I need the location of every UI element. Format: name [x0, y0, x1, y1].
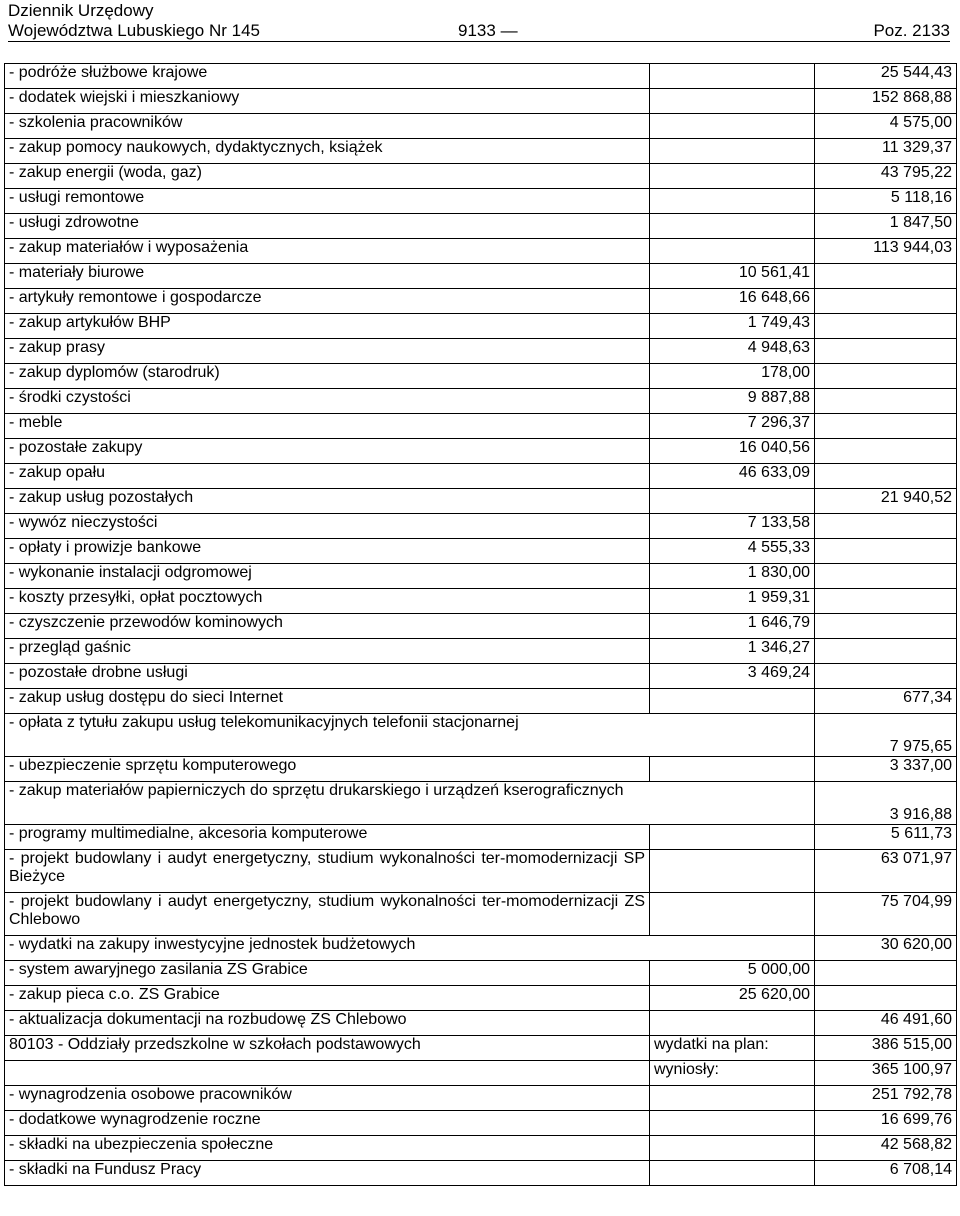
row-sub-amount	[650, 489, 815, 514]
table-row	[5, 464, 957, 489]
row-sub-amount	[650, 139, 815, 164]
row-description: - zakup energii (woda, gaz)	[5, 164, 650, 189]
table-row	[5, 164, 957, 189]
row-amount	[815, 364, 957, 389]
table-row	[5, 757, 957, 782]
row-description: 80103 - Oddziały przedszkolne w szkołach podstawowych	[5, 1036, 650, 1061]
row-sub-amount	[650, 189, 815, 214]
row-sub-amount	[650, 893, 815, 936]
row-amount: 7 975,65	[815, 714, 957, 757]
position-number: Poz. 2133	[873, 21, 950, 40]
row-description: - projekt budowlany i audyt energetyczny, studium wykonalności ter-momodernizacji SP Bieżyce	[5, 850, 650, 893]
row-description: - podróże służbowe krajowe	[5, 64, 650, 89]
header-rule	[8, 41, 950, 42]
row-sub-amount: 3 469,24	[650, 664, 815, 689]
row-sub-amount: 16 648,66	[650, 289, 815, 314]
row-amount: 6 708,14	[815, 1161, 957, 1186]
row-description: - pozostałe zakupy	[5, 439, 650, 464]
row-sub-amount	[650, 1111, 815, 1136]
table-row	[5, 289, 957, 314]
table-row	[5, 589, 957, 614]
row-description: - dodatkowe wynagrodzenie roczne	[5, 1111, 650, 1136]
table-row	[5, 1061, 957, 1086]
row-description: - zakup usług dostępu do sieci Internet	[5, 689, 650, 714]
journal-issue: Województwa Lubuskiego Nr 145	[8, 21, 260, 40]
row-amount: 386 515,00	[815, 1036, 957, 1061]
row-sub-amount	[650, 64, 815, 89]
row-description: - opłata z tytułu zakupu usług telekomunikacyjnych telefonii stacjonarnej	[5, 714, 815, 757]
row-description: - opłaty i prowizje bankowe	[5, 539, 650, 564]
table-row	[5, 114, 957, 139]
row-amount	[815, 414, 957, 439]
row-amount	[815, 614, 957, 639]
row-amount: 3 337,00	[815, 757, 957, 782]
row-amount: 42 568,82	[815, 1136, 957, 1161]
table-row	[5, 564, 957, 589]
table-row	[5, 689, 957, 714]
expense-table	[4, 63, 957, 1186]
row-description: - artykuły remontowe i gospodarcze	[5, 289, 650, 314]
table-row	[5, 364, 957, 389]
table-row	[5, 850, 957, 893]
row-amount: 5 611,73	[815, 825, 957, 850]
row-sub-amount: 4 948,63	[650, 339, 815, 364]
table-row	[5, 439, 957, 464]
row-amount: 21 940,52	[815, 489, 957, 514]
row-amount	[815, 314, 957, 339]
row-amount	[815, 539, 957, 564]
table-row	[5, 1111, 957, 1136]
row-sub-amount: 46 633,09	[650, 464, 815, 489]
table-row	[5, 514, 957, 539]
row-amount	[815, 589, 957, 614]
table-row	[5, 214, 957, 239]
row-amount: 5 118,16	[815, 189, 957, 214]
row-amount: 11 329,37	[815, 139, 957, 164]
row-description: - aktualizacja dokumentacji na rozbudowę ZS Chlebowo	[5, 1011, 650, 1036]
row-sub-amount: 1 646,79	[650, 614, 815, 639]
row-sub-amount: wydatki na plan:	[650, 1036, 815, 1061]
row-amount	[815, 564, 957, 589]
page-number: 9133 —	[458, 21, 518, 40]
row-sub-amount: 1 830,00	[650, 564, 815, 589]
table-row	[5, 539, 957, 564]
table-row	[5, 139, 957, 164]
row-description: - usługi zdrowotne	[5, 214, 650, 239]
row-sub-amount	[650, 850, 815, 893]
table-row	[5, 986, 957, 1011]
row-description: - zakup artykułów BHP	[5, 314, 650, 339]
table-row	[5, 414, 957, 439]
table-row	[5, 961, 957, 986]
row-sub-amount: 4 555,33	[650, 539, 815, 564]
row-sub-amount	[650, 1161, 815, 1186]
table-row	[5, 64, 957, 89]
row-sub-amount: 1 959,31	[650, 589, 815, 614]
row-sub-amount	[650, 164, 815, 189]
row-amount	[815, 289, 957, 314]
row-sub-amount: 5 000,00	[650, 961, 815, 986]
row-amount: 43 795,22	[815, 164, 957, 189]
row-description: - składki na ubezpieczenia społeczne	[5, 1136, 650, 1161]
row-amount: 365 100,97	[815, 1061, 957, 1086]
row-amount: 25 544,43	[815, 64, 957, 89]
row-sub-amount	[650, 239, 815, 264]
table-row	[5, 782, 957, 825]
row-amount	[815, 339, 957, 364]
row-amount	[815, 961, 957, 986]
row-description: - wydatki na zakupy inwestycyjne jednostek budżetowych	[5, 936, 815, 961]
row-amount: 251 792,78	[815, 1086, 957, 1111]
row-amount: 63 071,97	[815, 850, 957, 893]
row-sub-amount: 1 749,43	[650, 314, 815, 339]
row-description: - zakup pomocy naukowych, dydaktycznych, książek	[5, 139, 650, 164]
row-sub-amount	[650, 1136, 815, 1161]
table-row	[5, 1161, 957, 1186]
row-description: - dodatek wiejski i mieszkaniowy	[5, 89, 650, 114]
row-amount: 113 944,03	[815, 239, 957, 264]
row-description: - czyszczenie przewodów kominowych	[5, 614, 650, 639]
row-amount	[815, 264, 957, 289]
row-description: - wykonanie instalacji odgromowej	[5, 564, 650, 589]
row-amount: 75 704,99	[815, 893, 957, 936]
row-sub-amount	[650, 1086, 815, 1111]
row-description: - meble	[5, 414, 650, 439]
row-sub-amount	[650, 825, 815, 850]
row-amount	[815, 439, 957, 464]
table-row	[5, 314, 957, 339]
row-amount: 1 847,50	[815, 214, 957, 239]
table-row	[5, 189, 957, 214]
row-description: - projekt budowlany i audyt energetyczny, studium wykonalności ter-momodernizacji ZS Chlebowo	[5, 893, 650, 936]
row-sub-amount: 25 620,00	[650, 986, 815, 1011]
row-sub-amount: 9 887,88	[650, 389, 815, 414]
row-sub-amount: wyniosły:	[650, 1061, 815, 1086]
row-description: - przegląd gaśnic	[5, 639, 650, 664]
row-description: - wywóz nieczystości	[5, 514, 650, 539]
table-row	[5, 664, 957, 689]
row-amount: 16 699,76	[815, 1111, 957, 1136]
row-description: - zakup prasy	[5, 339, 650, 364]
row-sub-amount	[650, 114, 815, 139]
row-description	[5, 1061, 650, 1086]
row-amount: 3 916,88	[815, 782, 957, 825]
table-row	[5, 489, 957, 514]
row-description: - zakup materiałów i wyposażenia	[5, 239, 650, 264]
page-header	[8, 0, 950, 42]
table-row	[5, 1011, 957, 1036]
row-description: - zakup materiałów papierniczych do sprzętu drukarskiego i urządzeń kserograficznych	[5, 782, 815, 825]
row-description: - materiały biurowe	[5, 264, 650, 289]
row-amount	[815, 986, 957, 1011]
row-amount: 30 620,00	[815, 936, 957, 961]
row-amount	[815, 389, 957, 414]
row-amount: 152 868,88	[815, 89, 957, 114]
row-sub-amount	[650, 689, 815, 714]
row-description: - zakup pieca c.o. ZS Grabice	[5, 986, 650, 1011]
row-description: - środki czystości	[5, 389, 650, 414]
row-description: - składki na Fundusz Pracy	[5, 1161, 650, 1186]
table-row	[5, 264, 957, 289]
row-description: - zakup opału	[5, 464, 650, 489]
journal-title: Dziennik Urzędowy	[8, 1, 154, 20]
row-amount	[815, 639, 957, 664]
table-row	[5, 239, 957, 264]
row-sub-amount	[650, 1011, 815, 1036]
row-sub-amount: 1 346,27	[650, 639, 815, 664]
row-sub-amount: 7 296,37	[650, 414, 815, 439]
row-description: - wynagrodzenia osobowe pracowników	[5, 1086, 650, 1111]
row-description: - programy multimedialne, akcesoria komputerowe	[5, 825, 650, 850]
row-description: - zakup usług pozostałych	[5, 489, 650, 514]
row-description: - usługi remontowe	[5, 189, 650, 214]
table-row	[5, 825, 957, 850]
row-description: - koszty przesyłki, opłat pocztowych	[5, 589, 650, 614]
table-row	[5, 1036, 957, 1061]
table-row	[5, 936, 957, 961]
table-row	[5, 1136, 957, 1161]
table-row	[5, 893, 957, 936]
table-row	[5, 614, 957, 639]
row-amount	[815, 464, 957, 489]
row-amount: 4 575,00	[815, 114, 957, 139]
table-row	[5, 339, 957, 364]
table-row	[5, 714, 957, 757]
table-row	[5, 1086, 957, 1111]
row-description: - zakup dyplomów (starodruk)	[5, 364, 650, 389]
row-sub-amount	[650, 757, 815, 782]
row-sub-amount: 10 561,41	[650, 264, 815, 289]
row-amount	[815, 664, 957, 689]
table-row	[5, 89, 957, 114]
row-amount: 46 491,60	[815, 1011, 957, 1036]
row-sub-amount: 16 040,56	[650, 439, 815, 464]
row-sub-amount	[650, 214, 815, 239]
row-sub-amount	[650, 89, 815, 114]
table-row	[5, 389, 957, 414]
table-row	[5, 639, 957, 664]
row-amount: 677,34	[815, 689, 957, 714]
row-description: - szkolenia pracowników	[5, 114, 650, 139]
row-description: - system awaryjnego zasilania ZS Grabice	[5, 961, 650, 986]
row-description: - pozostałe drobne usługi	[5, 664, 650, 689]
row-sub-amount: 178,00	[650, 364, 815, 389]
row-description: - ubezpieczenie sprzętu komputerowego	[5, 757, 650, 782]
row-amount	[815, 514, 957, 539]
row-sub-amount: 7 133,58	[650, 514, 815, 539]
